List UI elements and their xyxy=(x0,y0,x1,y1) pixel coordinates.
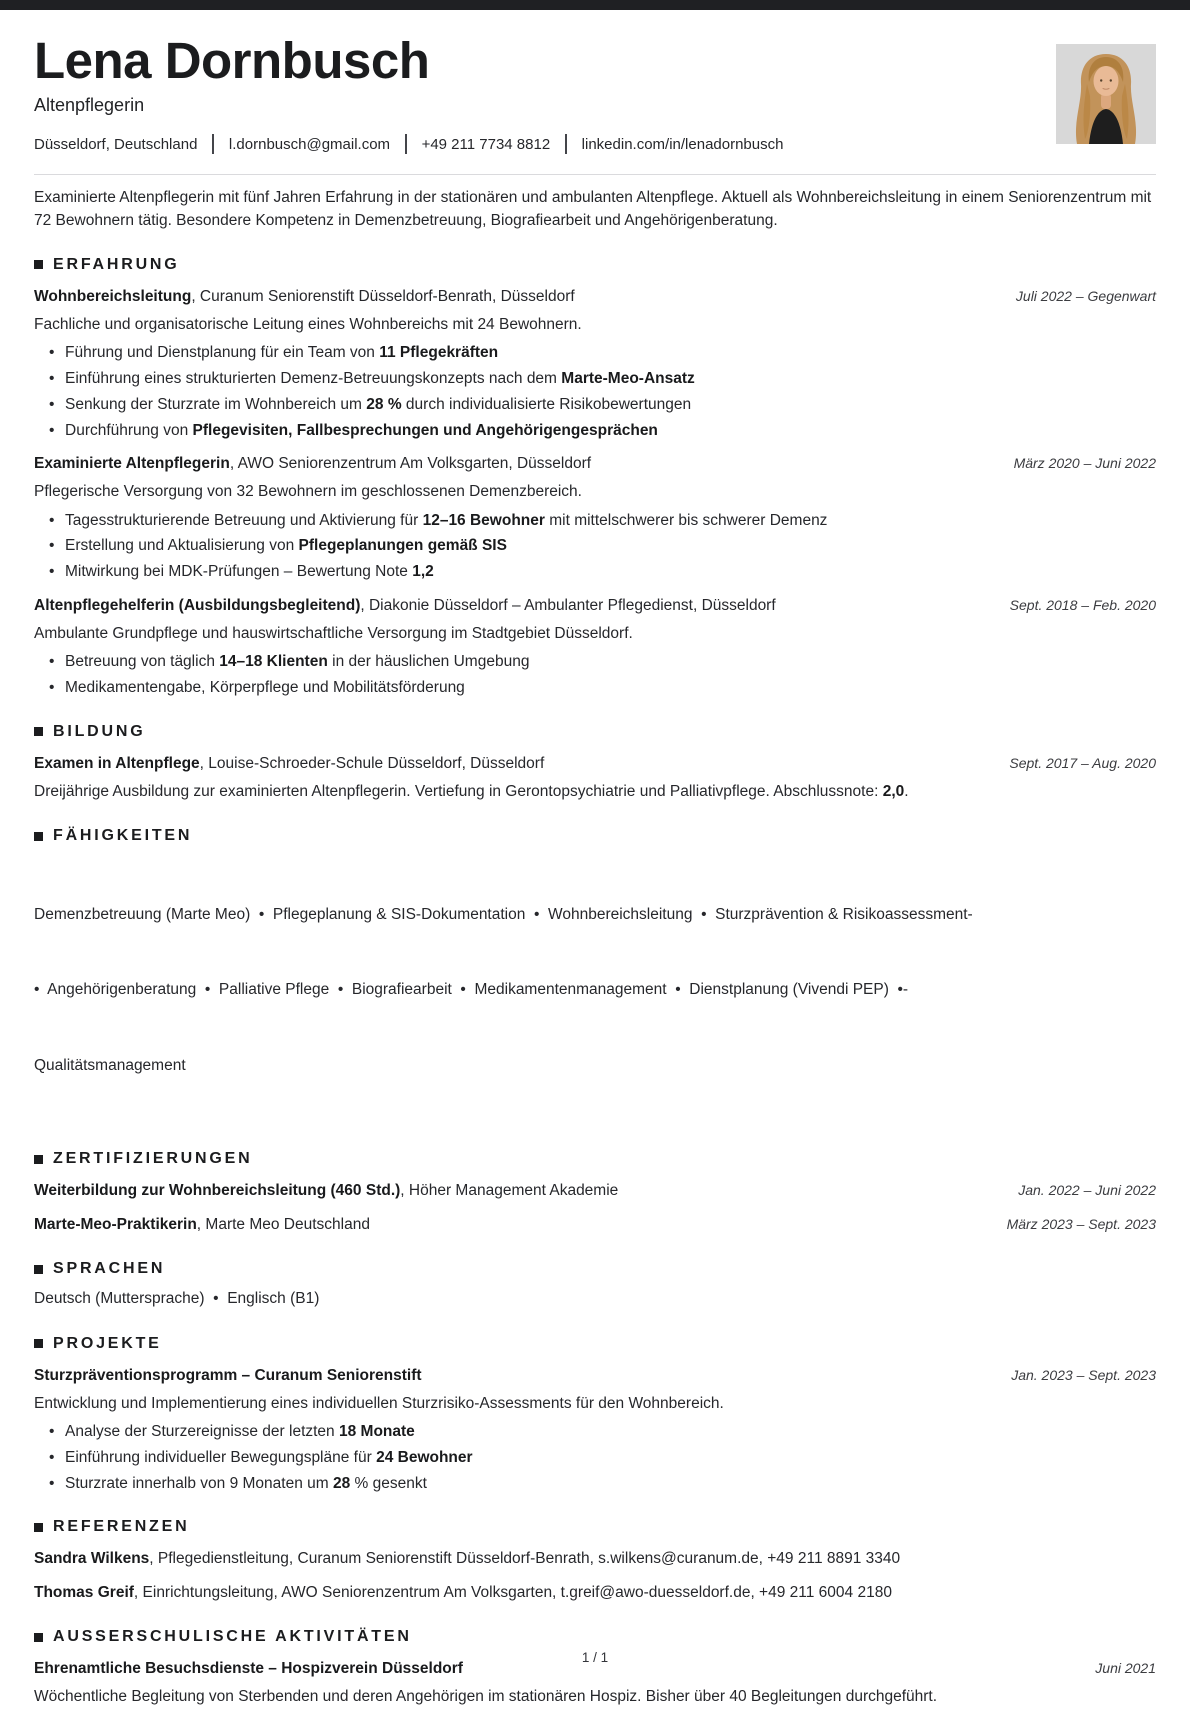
bullet-item: • Tagesstrukturierende Betreuung und Aktivierung für 12–16 Bewohner mit mittelschwerer bis schwerer Demenz xyxy=(34,510,1156,532)
summary-text: Examinierte Altenpflegerin mit fünf Jahren Erfahrung in der stationären und ambulanten Altenpflege. Aktuell als Wohnbereichsleitung in einem Seniorenzentrum mit 72 Bewohnern tätig. Besondere Kompetenz in Demenzbetreuung, Biografiearbeit und Angehörigenberatung. xyxy=(34,189,1152,229)
entry-title-line xyxy=(34,1214,370,1236)
entry-date: Juli 2022 – Gegenwart xyxy=(1015,287,1156,304)
header xyxy=(34,10,1156,154)
bullet-item: • Analyse der Sturzereignisse der letzten 18 Monate xyxy=(34,1421,1156,1443)
entry-bullet-list xyxy=(34,342,1156,441)
section-marker-icon xyxy=(34,727,43,736)
section-heading xyxy=(34,1335,1156,1353)
header-identity xyxy=(34,34,783,154)
section-heading xyxy=(34,723,1156,741)
section-heading-label: BILDUNG xyxy=(53,722,146,740)
entry-date: Sept. 2018 – Feb. 2020 xyxy=(1009,596,1156,613)
entry-title-line xyxy=(34,453,591,475)
person-name: Lena Dornbusch xyxy=(34,32,430,89)
skills-line: • Angehörigenberatung • Palliative Pflege • Biografiearbeit • Medikamentenmanagement • Dienstplanung (Vivendi PEP) •- xyxy=(34,981,909,999)
experience-entry xyxy=(34,595,1156,699)
section-education xyxy=(34,723,1156,803)
entry-date: März 2023 – Sept. 2023 xyxy=(1006,1216,1156,1233)
entry-title: Altenpflegehelferin (Ausbildungsbegleitend) xyxy=(34,596,361,614)
section-heading xyxy=(34,1628,1156,1646)
bullet-item: • Durchführung von Pflegevisiten, Fallbesprechungen und Angehörigengesprächen xyxy=(34,420,1156,442)
section-references xyxy=(34,1518,1156,1604)
bullet-item: • Betreuung von täglich 14–18 Klienten in der häuslichen Umgebung xyxy=(34,651,1156,673)
entry-date: Jan. 2022 – Juni 2022 xyxy=(1018,1182,1156,1199)
section-marker-icon xyxy=(34,1265,43,1274)
reference-name: Sandra Wilkens xyxy=(34,1550,150,1568)
certification-entry xyxy=(34,1214,1156,1236)
entry-title: Marte-Meo-Praktikerin xyxy=(34,1216,197,1234)
entry-title-line xyxy=(34,1180,618,1202)
entry-subtitle: , Louise-Schroeder-Schule Düsseldorf, Düsseldorf xyxy=(199,754,545,772)
contact-email: l.dornbusch@gmail.com xyxy=(228,135,391,153)
entry-bullet-list xyxy=(34,510,1156,583)
section-projects xyxy=(34,1335,1156,1495)
experience-entry xyxy=(34,453,1156,583)
reference-line xyxy=(34,1548,1156,1570)
section-marker-icon xyxy=(34,1633,43,1642)
section-certifications xyxy=(34,1150,1156,1236)
person-role: Altenpflegerin xyxy=(34,95,145,116)
bullet-item: • Senkung der Sturzrate im Wohnbereich um 28 % durch individualisierte Risikobewertungen xyxy=(34,394,1156,416)
bullet-item: • Einführung eines strukturierten Demenz-Betreuungskonzepts nach dem Marte-Meo-Ansatz xyxy=(34,368,1156,390)
section-marker-icon xyxy=(34,832,43,841)
entry-description: Fachliche und organisatorische Leitung eines Wohnbereichs mit 24 Bewohnern. xyxy=(34,315,582,333)
contact-divider xyxy=(212,134,214,154)
entry-description: Pflegerische Versorgung von 32 Bewohnern im geschlossenen Demenzbereich. xyxy=(34,483,582,501)
section-skills xyxy=(34,827,1156,1126)
entry-title-line xyxy=(34,286,575,308)
entry-date: Juni 2021 xyxy=(1095,1660,1156,1677)
entry-title-line xyxy=(34,753,544,775)
entry-subtitle: , Marte Meo Deutschland xyxy=(196,1216,370,1234)
entry-title: Examinierte Altenpflegerin xyxy=(34,455,230,473)
entry-title: Wohnbereichsleitung xyxy=(34,287,192,305)
section-heading-label: ERFAHRUNG xyxy=(53,255,180,273)
section-heading-label: FÄHIGKEITEN xyxy=(53,827,193,845)
reference-details: , Einrichtungsleitung, AWO Seniorenzentrum Am Volksgarten, t.greif@awo-duesseldorf.de, +49 211 6004 2180 xyxy=(133,1584,892,1602)
project-entry xyxy=(34,1365,1156,1495)
contact-divider xyxy=(565,134,567,154)
contact-linkedin: linkedin.com/in/lenadornbusch xyxy=(581,135,784,153)
page-indicator: 1 / 1 xyxy=(581,1650,609,1665)
section-languages xyxy=(34,1260,1156,1310)
reference-entry xyxy=(34,1548,1156,1570)
section-heading-label: AUSSERSCHULISCHE AKTIVITÄTEN xyxy=(53,1628,412,1646)
contact-phone: +49 211 7734 8812 xyxy=(421,135,551,153)
entry-title-line xyxy=(34,595,776,617)
bullet-item: • Einführung individueller Bewegungspläne für 24 Bewohner xyxy=(34,1447,1156,1469)
languages-line: Deutsch (Muttersprache) • Englisch (B1) xyxy=(34,1290,320,1308)
entry-title: Weiterbildung zur Wohnbereichsleitung (460 Std.) xyxy=(34,1182,401,1200)
skills-line: Demenzbetreuung (Marte Meo) • Pflegeplanung & SIS-Dokumentation • Wohnbereichsleitung • Sturzprävention & Risikoassessment- xyxy=(34,905,973,923)
section-heading xyxy=(34,1518,1156,1536)
certification-entry xyxy=(34,1180,1156,1202)
bullet-item: • Mitwirkung bei MDK-Prüfungen – Bewertung Note 1,2 xyxy=(34,561,1156,583)
entry-subtitle: , Höher Management Akademie xyxy=(400,1182,619,1200)
entry-subtitle: , Diakonie Düsseldorf – Ambulanter Pflegedienst, Düsseldorf xyxy=(360,596,776,614)
header-divider xyxy=(34,174,1156,175)
entry-subtitle: , Curanum Seniorenstift Düsseldorf-Benrath, Düsseldorf xyxy=(191,287,575,305)
section-marker-icon xyxy=(34,1523,43,1532)
entry-date: Sept. 2017 – Aug. 2020 xyxy=(1009,754,1156,771)
section-marker-icon xyxy=(34,1155,43,1164)
resume-page xyxy=(0,10,1190,1709)
entry-bullet-list xyxy=(34,651,1156,698)
section-heading xyxy=(34,256,1156,274)
entry-title-line xyxy=(34,1365,422,1387)
section-heading-label: ZERTIFIZIERUNGEN xyxy=(53,1150,253,1168)
section-heading-label: REFERENZEN xyxy=(53,1518,190,1536)
entry-date: Jan. 2023 – Sept. 2023 xyxy=(1011,1366,1156,1383)
entry-title: Sturzpräventionsprogramm – Curanum Seniorenstift xyxy=(34,1366,422,1384)
activity-entry xyxy=(34,1658,1156,1708)
reference-line xyxy=(34,1582,1156,1604)
section-heading xyxy=(34,827,1156,845)
section-heading-label: SPRACHEN xyxy=(53,1260,166,1278)
experience-entry xyxy=(34,286,1156,441)
entry-title: Ehrenamtliche Besuchsdienste – Hospizverein Düsseldorf xyxy=(34,1660,463,1678)
bullet-item: • Sturzrate innerhalb von 9 Monaten um 28 % gesenkt xyxy=(34,1473,1156,1495)
contact-divider xyxy=(405,134,407,154)
skills-line: Qualitätsmanagement xyxy=(34,1056,186,1074)
section-heading xyxy=(34,1150,1156,1168)
education-entry xyxy=(34,753,1156,803)
section-activities xyxy=(34,1628,1156,1708)
bullet-item: • Erstellung und Aktualisierung von Pflegeplanungen gemäß SIS xyxy=(34,535,1156,557)
section-marker-icon xyxy=(34,1339,43,1348)
entry-date: März 2020 – Juni 2022 xyxy=(1013,455,1156,472)
reference-entry xyxy=(34,1582,1156,1604)
entry-subtitle: , AWO Seniorenzentrum Am Volksgarten, Düsseldorf xyxy=(229,455,592,473)
skills-list xyxy=(34,855,1156,1126)
section-experience xyxy=(34,256,1156,699)
top-accent-bar xyxy=(0,0,1190,10)
entry-description: Entwicklung und Implementierung eines individuellen Sturzrisiko-Assessments für den Wohnbereich. xyxy=(34,1394,724,1412)
entry-description: Wöchentliche Begleitung von Sterbenden und deren Angehörigen im stationären Hospiz. Bisher über 40 Begleitungen durchgeführt. xyxy=(34,1688,938,1706)
bullet-item: • Führung und Dienstplanung für ein Team von 11 Pflegekräften xyxy=(34,342,1156,364)
section-heading-label: PROJEKTE xyxy=(53,1334,162,1352)
reference-name: Thomas Greif xyxy=(34,1584,134,1602)
entry-description: Ambulante Grundpflege und hauswirtschaftliche Versorgung im Stadtgebiet Düsseldorf. xyxy=(34,624,633,642)
entry-description: Dreijährige Ausbildung zur examinierten Altenpflegerin. Vertiefung in Gerontopsychiatrie und Palliativpflege. Abschlussnote: 2,0. xyxy=(34,782,909,800)
reference-details: , Pflegedienstleitung, Curanum Seniorenstift Düsseldorf-Benrath, s.wilkens@curanum.de, +49 211 8891 3340 xyxy=(149,1550,901,1568)
section-heading xyxy=(34,1260,1156,1278)
contact-line xyxy=(34,134,783,154)
entry-title: Examen in Altenpflege xyxy=(34,754,200,772)
contact-location: Düsseldorf, Deutschland xyxy=(34,135,198,153)
section-marker-icon xyxy=(34,260,43,269)
profile-photo xyxy=(1056,44,1156,144)
entry-bullet-list xyxy=(34,1421,1156,1494)
bullet-item: • Medikamentengabe, Körperpflege und Mobilitätsförderung xyxy=(34,677,1156,699)
